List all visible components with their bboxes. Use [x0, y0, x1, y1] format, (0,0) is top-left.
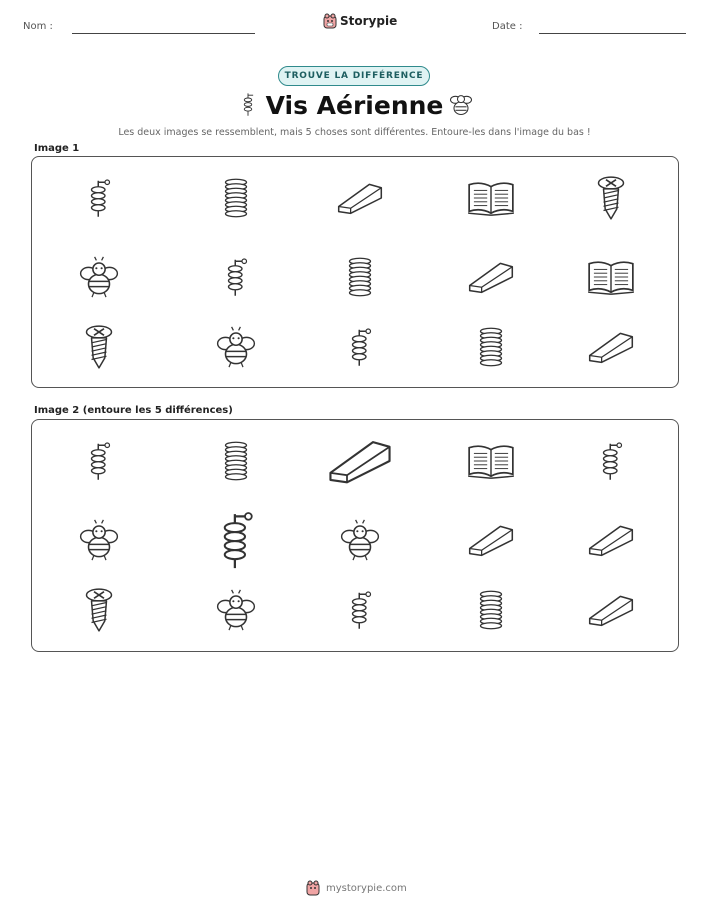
screw-propeller-icon — [241, 92, 255, 122]
bee-icon[interactable] — [78, 519, 120, 561]
spring-icon[interactable] — [345, 255, 375, 299]
image1-panel[interactable] — [31, 156, 679, 388]
image2-panel[interactable] — [31, 419, 679, 652]
ramp-icon[interactable] — [588, 521, 634, 559]
storypie-mascot-icon — [323, 13, 337, 29]
bee-icon[interactable] — [339, 519, 381, 561]
find-difference-badge: TROUVE LA DIFFÉRENCE — [278, 66, 430, 86]
screw-propeller-icon[interactable] — [87, 438, 111, 484]
bee-icon — [447, 90, 475, 122]
screw-propeller-icon[interactable] — [599, 438, 623, 484]
image1-label: Image 1 — [34, 143, 80, 154]
screw-propeller-icon[interactable] — [87, 175, 111, 221]
ramp-icon[interactable] — [337, 179, 383, 217]
book-icon[interactable] — [467, 442, 515, 480]
spring-icon[interactable] — [221, 176, 251, 220]
brand-name: Storypie — [340, 14, 398, 28]
screw-propeller-icon[interactable] — [218, 509, 254, 571]
ramp-icon[interactable] — [468, 521, 514, 559]
brand-logo — [323, 13, 397, 29]
book-icon[interactable] — [587, 258, 635, 296]
name-label: Nom : — [23, 21, 53, 32]
screw-icon[interactable] — [84, 587, 114, 633]
image2-label: Image 2 (entoure les 5 différences) — [34, 405, 233, 416]
storypie-mascot-icon — [306, 880, 320, 896]
screw-propeller-icon[interactable] — [348, 587, 372, 633]
page-title: Vis Aérienne — [265, 91, 444, 120]
ramp-icon[interactable] — [328, 435, 392, 487]
screw-icon[interactable] — [84, 324, 114, 370]
spring-icon[interactable] — [221, 439, 251, 483]
instructions: Les deux images se ressemblent, mais 5 choses sont différentes. Entoure-les dans l'image du bas ! — [118, 127, 591, 138]
footer-url[interactable]: mystorypie.com — [326, 882, 407, 894]
footer — [306, 880, 407, 896]
screw-propeller-icon[interactable] — [224, 254, 248, 300]
ramp-icon[interactable] — [588, 328, 634, 366]
date-label: Date : — [492, 21, 523, 32]
screw-icon[interactable] — [596, 175, 626, 221]
spring-icon[interactable] — [476, 325, 506, 369]
screw-propeller-icon[interactable] — [348, 324, 372, 370]
ramp-icon[interactable] — [468, 258, 514, 296]
ramp-icon[interactable] — [588, 591, 634, 629]
bee-icon[interactable] — [78, 256, 120, 298]
spring-icon[interactable] — [476, 588, 506, 632]
bee-icon[interactable] — [215, 589, 257, 631]
book-icon[interactable] — [467, 179, 515, 217]
date-line[interactable] — [539, 33, 686, 34]
name-line[interactable] — [72, 33, 255, 34]
bee-icon[interactable] — [215, 326, 257, 368]
